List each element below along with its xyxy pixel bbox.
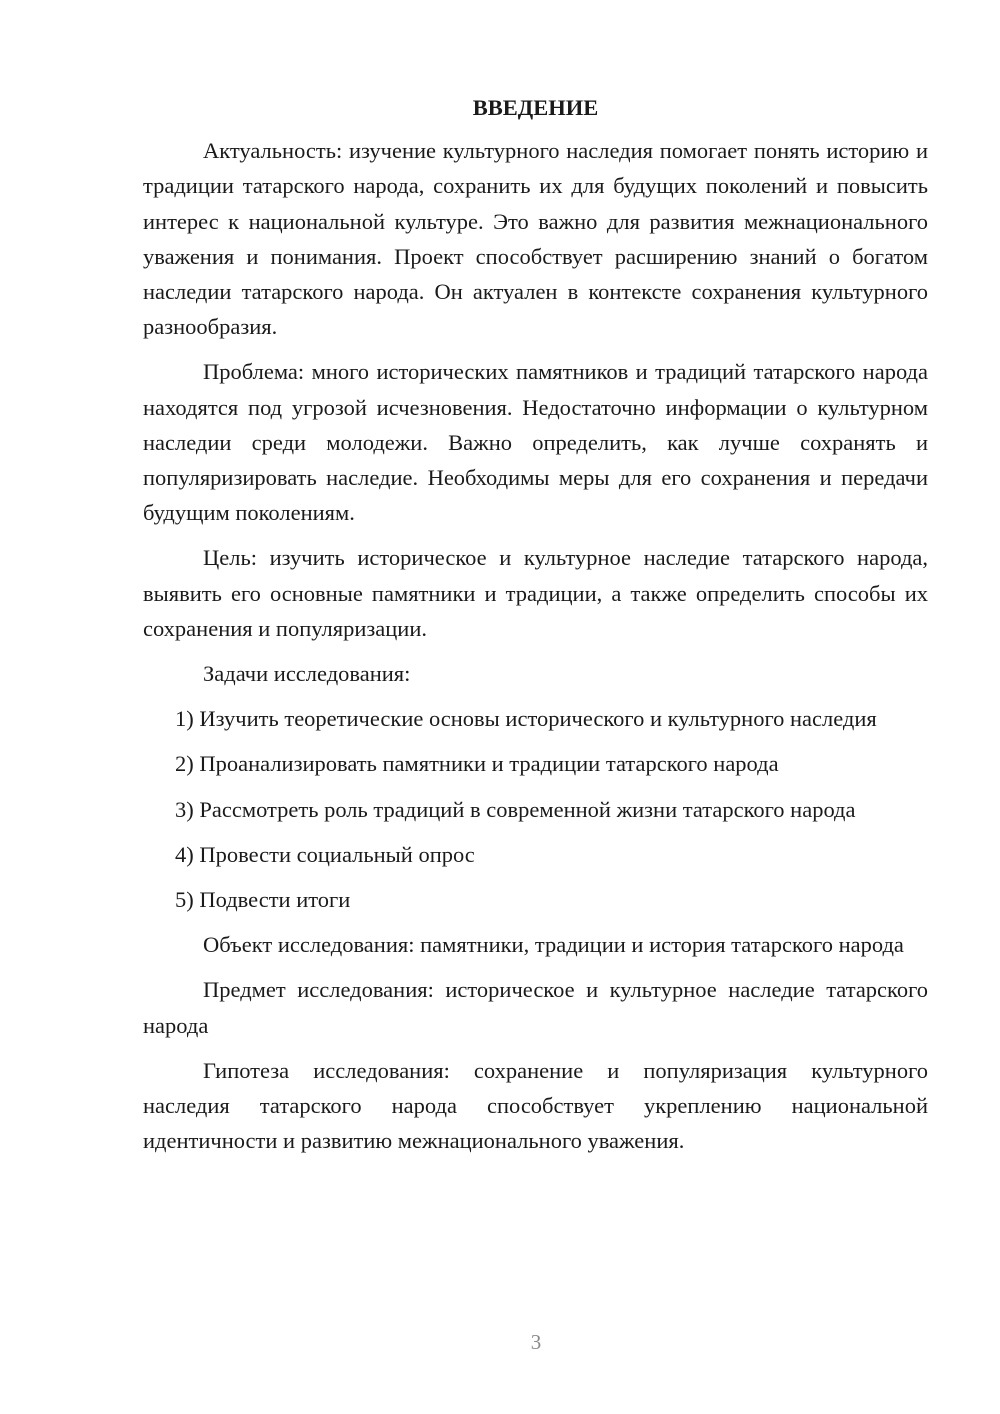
task-item-2: 2) Проанализировать памятники и традиции татарского народа: [175, 751, 779, 777]
task-item-3: 3) Рассмотреть роль традиций в современной жизни татарского народа: [175, 796, 856, 822]
tasks-heading: Задачи исследования:: [203, 661, 411, 687]
task-item-5: 5) Подвести итоги: [175, 887, 351, 913]
subject-paragraph: Предмет исследования: историческое и культурное наследие татарского народа: [143, 977, 928, 1038]
task-item-1: 1) Изучить теоретические основы исторического и культурного наследия: [175, 706, 877, 732]
page-content: [143, 90, 928, 1168]
problem-paragraph: Проблема: много исторических памятников и традиций татарского народа находятся под угрозой исчезновения. Недостаточно информации о культурном наследии среди молодежи. Важно определить, как лучше сохранять и популяризировать наследие. Необходимы меры для его сохранения и передачи будущим поколениям.: [143, 359, 928, 526]
task-item-4: 4) Провести социальный опрос: [175, 841, 475, 867]
object-paragraph: Объект исследования: памятники, традиции и история татарского народа: [203, 932, 904, 958]
relevance-paragraph: Актуальность: изучение культурного наследия помогает понять историю и традиции татарского народа, сохранить их для будущих поколений и повысить интерес к национальной культуре. Это важно для развития межнационального уважения и понимания. Проект способствует расширению знаний о богатом наследии татарского народа. Он актуален в контексте сохранения культурного разнообразия.: [143, 138, 928, 340]
page-number: 3: [530, 1330, 542, 1354]
page-title: ВВЕДЕНИЕ: [472, 95, 599, 120]
goal-paragraph: Цель: изучить историческое и культурное наследие татарского народа, выявить его основные памятники и традиции, а также определить способы их сохранения и популяризации.: [143, 545, 928, 641]
hypothesis-paragraph: Гипотеза исследования: сохранение и популяризация культурного наследия татарского народа способствует укреплению национальной идентичности и развитию межнационального уважения.: [143, 1057, 928, 1154]
